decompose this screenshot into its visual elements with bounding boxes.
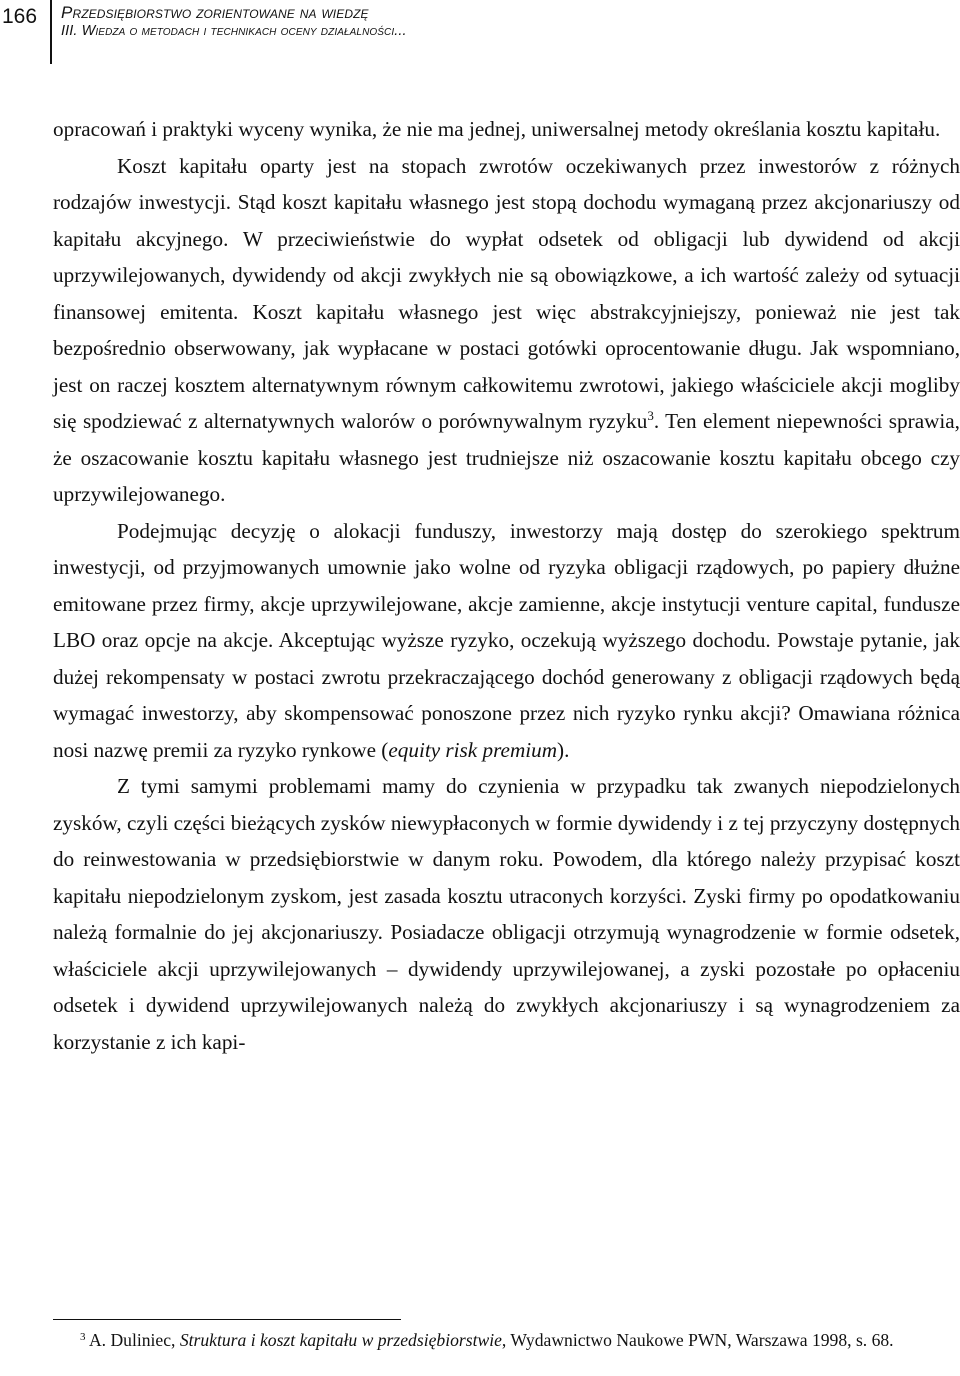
header-divider <box>50 0 52 64</box>
paragraph-1: opracowań i praktyki wyceny wynika, że nie ma jednej, uniwersalnej metody określania kosztu kapitału. <box>53 117 941 141</box>
paragraph-2 <box>53 148 960 513</box>
footnote-number: 3 <box>80 1331 86 1343</box>
paragraph-3-end: ). <box>557 737 570 762</box>
paragraph-2-text: Koszt kapitału oparty jest na stopach zwrotów oczekiwanych przez inwestorów z różnych rodzajów inwestycji. Stąd koszt kapitału własnego jest stopą dochodu wymaganą przez akcjonariuszy od kapitału akcyjnego. W przeciwieństwie do wypłat odsetek od obligacji lub dywidend od akcji uprzywilejowanych, dywidendy od akcji zwykłych nie są obowiązkowe, a ich wartość zależy od sytuacji finansowej emitenta. Koszt kapitału własnego jest więc abstrakcyjniejszy, ponieważ nie jest tak bezpośrednio obserwowany, jak wypłacane w postaci gotówki oprocentowanie długu. Jak wspomniano, jest on raczej kosztem alternatywnym równym całkowitemu zwrotowi, jakiego właściciele akcji mogliby się spodziewać z alternatywnych walorów o porównywalnym ryzyku <box>53 153 960 433</box>
paragraph-3-text: Podejmując decyzję o alokacji funduszy, inwestorzy mają dostęp do szerokiego spektrum inwestycji, od przyjmowanych umownie jako wolne od ryzyka obligacji rządowych, po papiery dłużne emitowane przez firmy, akcje uprzywilejowane, akcje zamienne, akcje instytucji venture capital, fundusze LBO oraz opcje na akcje. Akceptując wyższe ryzyko, oczekują wyższego dochodu. Powstaje pytanie, jak dużej rekompensaty w postaci zwrotu przekraczającego dochód generowany z obligacji rządowych będą wymagać inwestorzy, aby skompensować ponoszone przez nich ryzyko rynku akcji? Omawiana różnica nosi nazwę premii za ryzyko rynkowe ( <box>53 518 960 762</box>
footnote-rule <box>53 1319 401 1320</box>
body-text <box>53 111 960 1060</box>
page-number: 166 <box>2 5 38 28</box>
running-head-title: Przedsiębiorstwo zorientowane na wiedzę <box>61 3 369 22</box>
paragraph-3 <box>53 513 960 769</box>
footnote-title: Struktura i koszt kapitału w przedsiębiorstwie <box>179 1330 502 1350</box>
running-head-chapter: III. Wiedza o metodach i technikach oceny działalności... <box>61 23 407 39</box>
footnote <box>53 1327 960 1353</box>
footnote-publisher: , Wydawnictwo Naukowe PWN, Warszawa 1998, s. 68. <box>501 1330 894 1350</box>
paragraph-3-term: equity risk premium <box>388 737 558 762</box>
footnote-author: A. Duliniec, <box>88 1330 180 1350</box>
paragraph-4: Z tymi samymi problemami mamy do czynienia w przypadku tak zwanych niepodzielonych zysków, czyli części bieżących zysków niewypłaconych w formie dywidendy i z tej przyczyny dostępnych do reinwestowania w przedsiębiorstwie w danym roku. Powodem, dla którego należy przypisać koszt kapitału niepodzielonym zyskom, jest zasada kosztu utraconych korzyści. Zyski firmy po opodatkowaniu należą formalnie do jej akcjonariuszy. Posiadacze obligacji otrzymują wynagrodzenie w formie odsetek, właściciele akcji uprzywilejowanych – dywidendy uprzywilejowanej, a zyski pozostałe po opłaceniu odsetek i dywidend uprzywilejowanych należą do zwykłych akcjonariuszy i są wynagrodzeniem za korzystanie z ich kapi- <box>53 774 960 1054</box>
running-head <box>61 3 407 41</box>
footnote-ref: 3 <box>647 408 654 423</box>
paragraph-2-cont: . Ten element niepewności sprawia, że oszacowanie kosztu kapitału własnego jest trudniejsze niż oszacowanie kosztu kapitału obcego czy uprzywilejowanego. <box>53 409 960 506</box>
